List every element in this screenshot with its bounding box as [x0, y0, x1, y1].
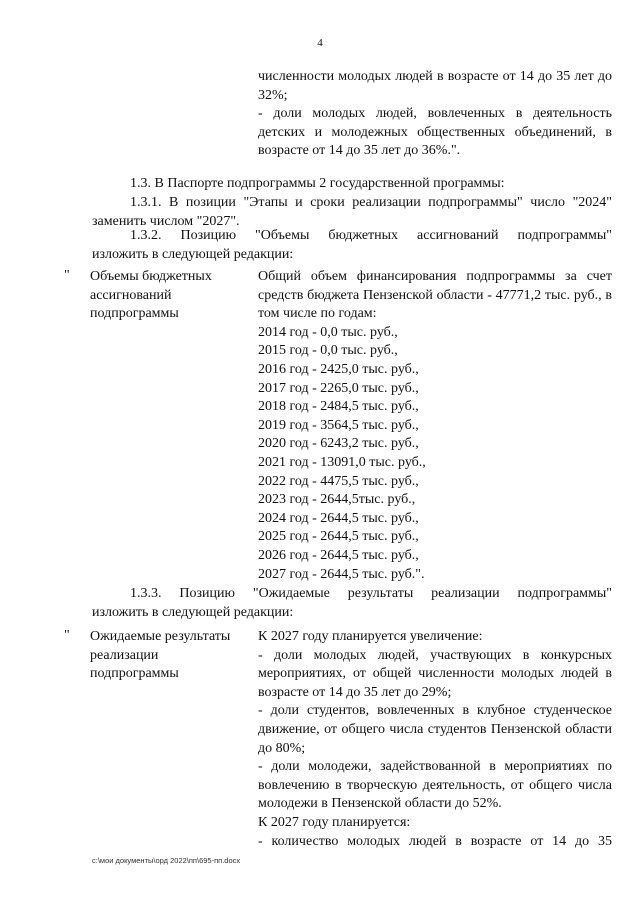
budget-total: Общий объем финансирования подпрограммы за счет средств бюджета Пензенской области - 47771,2 тыс. руб., в том числе по годам:: [258, 269, 612, 322]
section-1-3-3-line1: 1.3.3. Позицию "Ожидаемые результаты реализации подпрограммы": [130, 586, 612, 601]
budget-year-2020: 2020 год - 6243,2 тыс. руб.,: [258, 436, 419, 452]
results-line-1: К 2027 году планируется увеличение:: [258, 629, 483, 644]
intro-line-1: численности молодых людей в возрасте от 14 до 35 лет до 32%;: [258, 69, 612, 103]
page-number: 4: [317, 37, 323, 49]
intro-text: [258, 68, 612, 161]
budget-year-2017: 2017 год - 2265,0 тыс. руб.,: [258, 380, 419, 396]
quote-mark-1: ": [64, 268, 70, 283]
budget-year-2015: 2015 год - 0,0 тыс. руб.,: [258, 343, 398, 359]
footer-file-path: c:\мои документы\орд 2022\пп\695-пп.docx: [92, 856, 241, 865]
budget-year-2016: 2016 год - 2425,0 тыс. руб.,: [258, 361, 419, 377]
budget-year-2027: 2027 год - 2644,5 тыс. руб.".: [258, 566, 425, 582]
budget-label: Объемы бюджетных ассигнований подпрограммы: [90, 269, 212, 322]
budget-year-2018: 2018 год - 2484,5 тыс. руб.,: [258, 399, 419, 415]
results-line-6: - количество молодых людей в возрасте от 14 до 35: [258, 833, 612, 849]
results-value: [258, 628, 612, 851]
budget-year-2021: 2021 год - 13091,0 тыс. руб.,: [258, 454, 426, 470]
section-1-3-1: 1.3.1. В позиции "Этапы и сроки реализации подпрограммы" число "2024" заменить числом "2027".: [92, 195, 612, 229]
results-line-2: - доли молодых людей, участвующих в конкурсных мероприятиях, от общей численности молодых людей в возрасте от 14 до 35 лет до 29%;: [258, 647, 612, 700]
budget-year-2024: 2024 год - 2644,5 тыс. руб.,: [258, 510, 419, 526]
intro-line-2: - доли молодых людей, вовлеченных в деятельность детских и молодежных общественных объединений, в возрасте от 14 до 35 лет до 36%.".: [258, 106, 612, 159]
budget-year-2014: 2014 год - 0,0 тыс. руб.,: [258, 324, 398, 340]
section-1-3-2-line1: 1.3.2. Позицию "Объемы бюджетных ассигнований подпрограммы": [130, 228, 612, 243]
section-1-3: 1.3. В Паспорте подпрограммы 2 государственной программы:: [130, 176, 505, 191]
results-label: Ожидаемые результаты реализации подпрограммы: [90, 629, 231, 682]
section-1-3-2-line2: изложить в следующей редакции:: [92, 247, 294, 262]
results-line-3: - доли студентов, вовлеченных в клубное студенческое движение, от общего числа студентов Пензенской области до 80%;: [258, 703, 612, 756]
results-line-5: К 2027 году планируется:: [258, 814, 411, 830]
budget-year-2019: 2019 год - 3564,5 тыс. руб.,: [258, 417, 419, 433]
budget-year-2022: 2022 год - 4475,5 тыс. руб.,: [258, 473, 419, 489]
quote-mark-2: ": [64, 628, 70, 643]
results-line-4: - доли молодежи, задействованной в мероприятиях по вовлечению в творческую деятельность, от общего числа молодежи в Пензенской области до 52%.: [258, 759, 612, 812]
budget-year-2023: 2023 год - 2644,5тыс. руб.,: [258, 492, 416, 508]
budget-year-2025: 2025 год - 2644,5 тыс. руб.,: [258, 529, 419, 545]
budget-year-2026: 2026 год - 2644,5 тыс. руб.,: [258, 547, 419, 563]
budget-value: [258, 268, 612, 584]
section-1-3-3-line2: изложить в следующей редакции:: [92, 605, 294, 620]
